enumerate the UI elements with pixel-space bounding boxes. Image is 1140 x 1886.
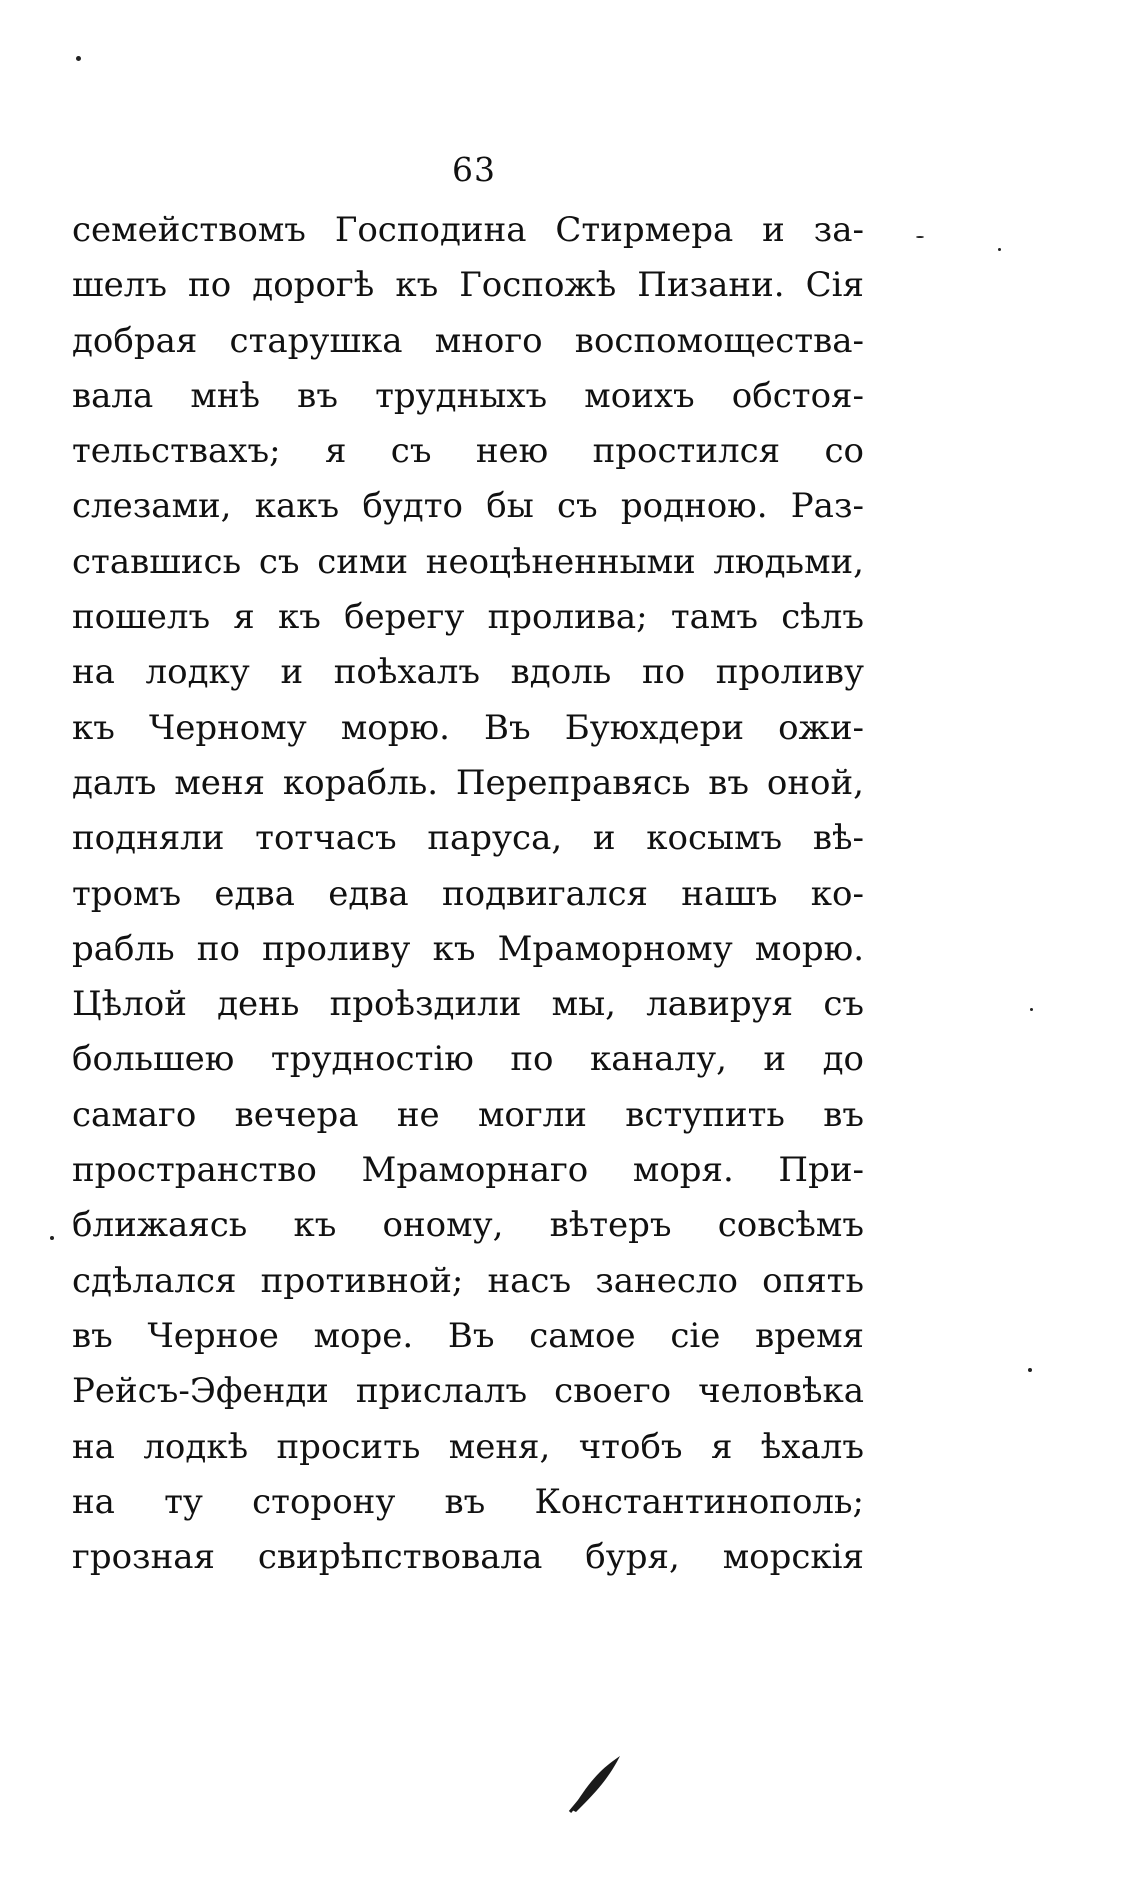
page-number: 63 xyxy=(452,150,496,189)
text-line: пошелъ я къ берегу пролива; тамъ сѣлъ xyxy=(72,597,864,638)
text-line: добрая старушка много воспомоществa- xyxy=(72,320,864,361)
text-line: на лодкѣ просить меня, чтобъ я ѣхалъ xyxy=(72,1426,864,1467)
ink-mark-icon xyxy=(566,1752,626,1816)
scan-speck xyxy=(76,56,81,61)
text-line: ставшись съ сими неоцѣненными людьми, xyxy=(72,541,864,582)
text-line: пространство Мраморнаго моря. При- xyxy=(72,1150,864,1191)
text-line: семействомъ Господина Стирмера и за- xyxy=(72,210,864,250)
text-line: къ Черному морю. Въ Буюхдери ожи- xyxy=(72,707,864,748)
text-line: ближаясь къ оному, вѣтеръ совсѣмъ xyxy=(72,1205,864,1246)
scan-speck xyxy=(916,236,924,238)
text-line: тромъ едва едва подвигался нашъ ко- xyxy=(72,873,864,914)
text-line: большею трудностію по каналу, и до xyxy=(72,1039,864,1080)
text-line: на ту сторону въ Константинополь; xyxy=(72,1481,864,1522)
text-line: вала мнѣ въ трудныхъ моихъ обстоя- xyxy=(72,375,864,416)
text-line: подняли тотчасъ паруса, и косымъ вѣ- xyxy=(72,818,864,859)
text-line: въ Черное море. Въ самое сіе время xyxy=(72,1315,864,1356)
text-line: рабль по проливу къ Мраморному морю. xyxy=(72,928,864,969)
text-line: грозная свирѣпствовала буря, морскія xyxy=(72,1537,864,1578)
page-text xyxy=(72,203,864,1585)
text-line: Рейсъ-Эфенди прислалъ своего человѣка xyxy=(72,1371,864,1412)
scan-speck xyxy=(998,248,1001,251)
text-line: на лодку и поѣхалъ вдоль по проливу xyxy=(72,652,864,693)
text-line: тельствахъ; я съ нею простился со xyxy=(72,431,864,472)
text-line: далъ меня корабль. Переправясь въ оной, xyxy=(72,762,864,803)
text-line: шелъ по дорогѣ къ Госпожѣ Пизани. Сія xyxy=(72,265,864,306)
text-line: Цѣлой день проѣздили мы, лавируя съ xyxy=(72,984,864,1025)
scan-speck xyxy=(1028,1368,1032,1372)
scan-speck xyxy=(1030,1008,1033,1011)
text-line: самаго вечера не могли вступить въ xyxy=(72,1094,864,1135)
text-line: слезами, какъ будто бы съ родною. Раз- xyxy=(72,486,864,527)
scan-speck xyxy=(50,1236,54,1240)
text-line: сдѣлался противной; насъ занесло опять xyxy=(72,1260,864,1301)
